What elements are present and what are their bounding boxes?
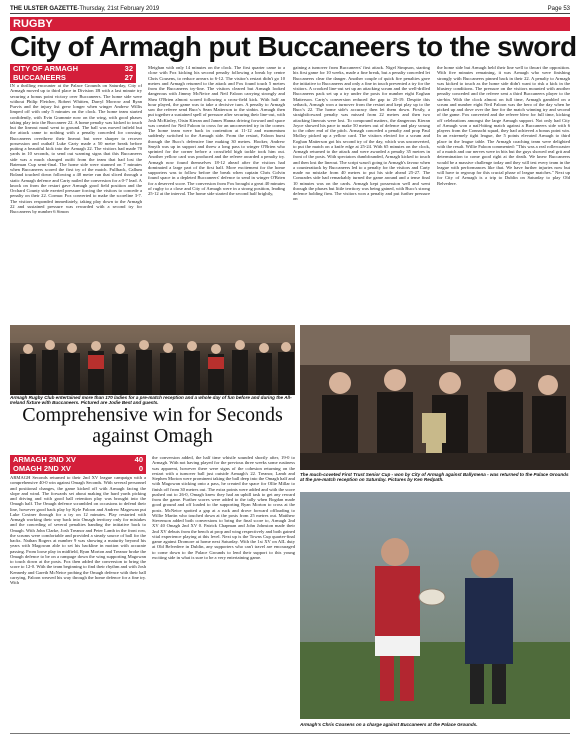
section-label: RUGBY — [10, 17, 570, 31]
article-text: gaining a turnover from Buccaneers' first attack. Nigel Simpson, starting his first game for 10 weeks, made a fine break, but a penalty conceded let Buccaneers clear the danger. Another couple of quick fire penalties gave the initiative to Buccaneers and only a fine in touch prevented a try for the visitors. A crooked line-out set up an attacking scrum and the well-drilled Buccaneers pack set up a try under the posts for number eight Eoghan Matterson. Carty's conversion reduced the gap to 25-19. Despite this setback, Armagh won a turnover from the restart and kept play up to the Bucc's 22. The home side's accuracy then let them down. Firstly, a straightforward penalty was missed from 22 metres and then two attacking lineouts were lost. To compound matters, the dangerous Kieran Joyce showed his pace to make 50 metres out of defence and play swung to the other end of the pitch. Armagh conceded a penalty and prop Paul Molloy picked up a yellow card. The visitors elected for a scrum and Eoghan Matterson got his second try of the day, which was unconverted, to put the match on a knife edge at 25-24. With 65 minutes on the clock, Armagh returned to the attack and were awarded a penalty 35 metres in front of the posts. With spectators dumbfounded, Armagh kicked to touch and then lost the lineout. The script wasn't going to Armagh's favour when a counterattack by Buccaneers led to a penalty for the visitors and Carty made no mistake from 40 metres to put his side ahead 25-27. The Comrades side had remarkably turned the game around and a tense final 10 minutes was on the cards. Armagh kept possession well and went through the phases but little territory was being gained, with Bucc's strong defence holding firm. The visitors won a penalty and put further pressure on — [293, 65, 430, 202]
article-text: ARMAGH Seconds returned to their 2nd XV league campaign with a comprehensive 40-0 win against Omagh Seconds. With several personnel and positional changes, the game kicked off with Armagh facing the slope and wind. The forwards set about making the hard yards picking and driving and with good ball retention play was brought into the Omagh half. The Omagh defence scrambled on occasions to defend their line, however good back play by Kyle Faloon and Andrew Magowan put Luke Costner through for a try on 12 minutes. Play restarted with Armagh working their way back into Omagh territory only for mistakes and the conceding of several penalties handing the initiative back to Omagh. With John Clarke, Josh Treanor and Peter Lamb in the front row, the scrums were comfortable and provided a steady source of ball for the backs. Nathan Rogers at number 9 was showing a maturity beyond his years with Magowan able to set his backline in motion with accurate passing. From loose play in midfield, Ryan Morton and Treanor broke the Omagh defence to be on a rampage down the wing supporting Magowan to touch down at the posts. Fox then added the conversion to bring the score to 12-0. With the team beginning to find their rhythm and with Josh Kennedy and Gareth McNeice probing the Omagh defence with their ball carrying, Faloon weaved his way through the home defence for a fine try. With — [10, 475, 146, 585]
issue-date: -Thursday, 21st February 2019 — [77, 6, 160, 12]
main-headline: City of Armagh put Buccaneers to the sword — [10, 31, 577, 62]
paper-name: THE ULSTER GAZETTE — [10, 6, 78, 12]
article-column-2 — [148, 65, 285, 321]
team-points: 40 — [134, 455, 143, 464]
score-row — [13, 74, 133, 83]
footer-rule — [10, 733, 570, 734]
team-name: BUCCANEERS — [13, 72, 66, 82]
team-points: 0 — [138, 463, 143, 473]
action-photo-image — [300, 492, 570, 719]
second-article-column-1 — [10, 475, 146, 730]
reception-photo-caption: Armagh Rugby Club entertained more than 170 ladies for a pre-match reception and a whole day of fun before and during the All-Ireland fixture with Buccaneers. Pictured are Jodie Best and guests. — [10, 395, 292, 406]
reception-photo-image — [10, 325, 295, 395]
second-headline: Comprehensive win for Seconds against Omagh — [22, 404, 283, 447]
article-text: the conversion added, the half time whistle sounded shortly after, 19-0 to Armagh. With not having played for the previous three weeks some rustiness was apparent, however there were signs of the cohesion returning on the restart with a turnover ball just outside Armagh's 22. Treanor, Lamb and Stephen Morton were prominent taking the ball deep into the Omagh half and with Magowan sticking onto a pass, he created the space for Ollie Millar to finish off from 30 metres out. The extra points were added and with the score pushed out to 26-0, Omagh knew they had an uphill task to get any reward from the game. Further scores were added to the tally when Bogdan made good ground and off loaded to the supporting Ryan Morton to cross at the posts. McNeice spotted a gap at a ruck and drove forward offloading to Willie Martin who touched down at the posts from 25 metres out. Matthew Stevenson added both conversions to bring the final score to, Armagh 2nd XV 40 Omagh 2nd XV 0. Patrick Chapman and John Johnston made their 2nd XV debuts from the bench at prop and wing respectively and both gained vital experience playing at this level. Next up is the Towns Cup quarter-final game against Dromore at home next Saturday. With the 1st XV on AIL duty at Old Belvedere in Dublin, any supporters who can't travel are encouraged to come down to the Palace Grounds to lend their support to this young exciting side in what is sure to be a very entertaining game. — [152, 455, 295, 560]
team-points: 32 — [124, 64, 133, 73]
second-scorebox — [10, 455, 146, 474]
action-photo — [300, 492, 570, 719]
article-column-3 — [293, 65, 430, 321]
header-rule — [10, 13, 570, 14]
masthead-line — [10, 6, 159, 12]
main-scorebox — [10, 64, 136, 83]
article-column-4 — [437, 65, 570, 321]
second-article-column-2 — [152, 455, 295, 730]
team-name: OMAGH 2ND XV — [13, 463, 71, 473]
cup-photo-image — [300, 325, 570, 470]
cup-photo-caption: The much-coveted First Trust Senior Cup - won by City of Armagh against Ballymena - was returned to the Palace Grounds at the pre-match reception on Saturday. Pictures by Ken Redpath. — [300, 472, 569, 483]
action-photo-caption: Armagh's Chris Cousens on a charge against Buccaneers at the Palace Grounds. — [300, 722, 478, 727]
article-text: the home side but Armagh held their line well to thwart the opposition. With five minutes remaining, it was Armagh who were finishing strongly with Buccaneers pinned back in their 22. A penalty to Armagh was kicked to touch as the home side didn't want to risk a kick in the blustery conditions. The pressure on the visitors mounted with another penalty conceded and the referee sent a third Buccaneers player to the sin-bin. With the clock almost on full time, Armagh gambled on a scrum and number eight Neil Faloon was the hero of the day when he picked up and dove over the line for the match winning try and second of the game. Fox converted and the referee blew for full time, kicking off celebrations amongst the large Armagh support. Not only had City of Armagh won a nail-biting match against a Buccaneers side with 6 players from the Connacht squad, they had achieved a bonus point win. In an extremely tight league, the 5 points elevated Armagh to third place in the league table. The Armagh coaching team were delighted with the result. Willie Faloon commented: "This was a real rollercoaster of a match and our nerves were in bits but the guys showed real grit and determination to come good right at the death. We knew Buccaneers would be a massive challenge today and they will test every team in the league with performances like that. We have further injuries now but will have to regroup for this crucial phase of league matches." Next up for City of Armagh is a trip to Dublin on Saturday to play Old Belvedere. — [437, 65, 570, 186]
article-column-1 — [10, 83, 142, 321]
team-points: 27 — [124, 72, 133, 82]
article-text: Meighan with only 14 minutes on the clock. The first quarter came to a close with Fox kicking his second penalty following a break by centre Chris Cousens, to reduce arrears to 6-12. The visitor's restart didn't go 10 metres and Armagh returned to the attack and Fox found touch 5 metres from the Buccaneers try-line. The visitors cleared but Armagh looked dangerous with Jimmy McNeice and Neil Faloon carrying strongly and Shea O'Brien almost scored following a cross-field kick. With half an hour played, the game was to take a decisive turn. A penalty to Armagh saw the referee send Bucc's Sean Matterson to the sinbin. Armagh then put together a sustained spell of pressure after securing their line-out, with Josh McKinley, Oisin Kieran and James Hanna driving forward and space was created for Neil Faloon to cross for an unconverted try in the corner. The home team were back in contention at 11-12 and momentum suddenly switched to the Armagh side. From the restart, Faloon burst through the Bucc's defensive line making 30 metres. Hooker, Andrew Smyth was up in support and threw a long pass to winger O'Brien who sprinted for the corner before a crossfield high tackle took him out. Another yellow card was produced and the referee awarded a penalty try. Armagh now found themselves 18-12 ahead after the visitors had dominated a large part of the first half. More excitement for the home supporters was to follow before the break when captain Chris Colvin found space in a depleted Buccaneers' defence to send in winger O'Brien for a deserved score. The conversion from Fox brought a great 40 minutes of rugby to a close and City of Armagh were in a strong position, leading 25-12 at the interval. The home side started the second half brightly, — [148, 65, 285, 196]
team-name: CITY OF ARMAGH — [13, 64, 78, 73]
reception-photo — [10, 325, 295, 395]
page-number: Page 53 — [547, 6, 570, 12]
article-text: IN a thrilling encounter at the Palace Grounds on Saturday, City of Armagh moved up to third place in Division 1B with a last minute try securing a bonus point victory over Buccaneers. The home side were without Philip Fletcher, Robert Whitten, Darryl Morrow and Ryan Purvis and the injury list grew longer when winger Andrew Willis limped off with only 5 minutes on the clock. The home team started confidently, with Evin Grammie now on the wing, with good phases taking play into the Buccaneer 22. A home penalty was kicked to touch but the lineout maul went to ground. The ball was moved infield but the attack came to nothing with a penalty conceded for crossing. Buccaneers overthrew their lineout but were sharper to recover possession and outhalf Luke Carty made a 50 metre break before putting a beautiful kick into the Armagh 22. The visitors had made 70 yards in 10 seconds, to send out warning signs that this Buccaneers side was a much changed outfit from the team that had lost the Bateman Cup semi-final. The home side were stunned on 7 minutes when Buccaneers scored the first try of the match. Fullback, Callum Boland touched down following a 40 metre run that sliced through a static Armagh defence and Carty nailed the conversion for a 0-7 lead. A knock on from the restart gave Armagh good field position and the Orchard County side exerted pressure forcing the visitors to concede a penalty on their 22. Cormac Fox converted to make the scoreline 3-7. The visitors responded immediately, taking play down to the Armagh 22 and sustained pressure was rewarded with a second try for Buccaneers by number 6 Simon — [10, 83, 142, 214]
score-row — [13, 465, 143, 474]
team-name: ARMAGH 2ND XV — [13, 455, 76, 464]
cup-photo — [300, 325, 570, 470]
